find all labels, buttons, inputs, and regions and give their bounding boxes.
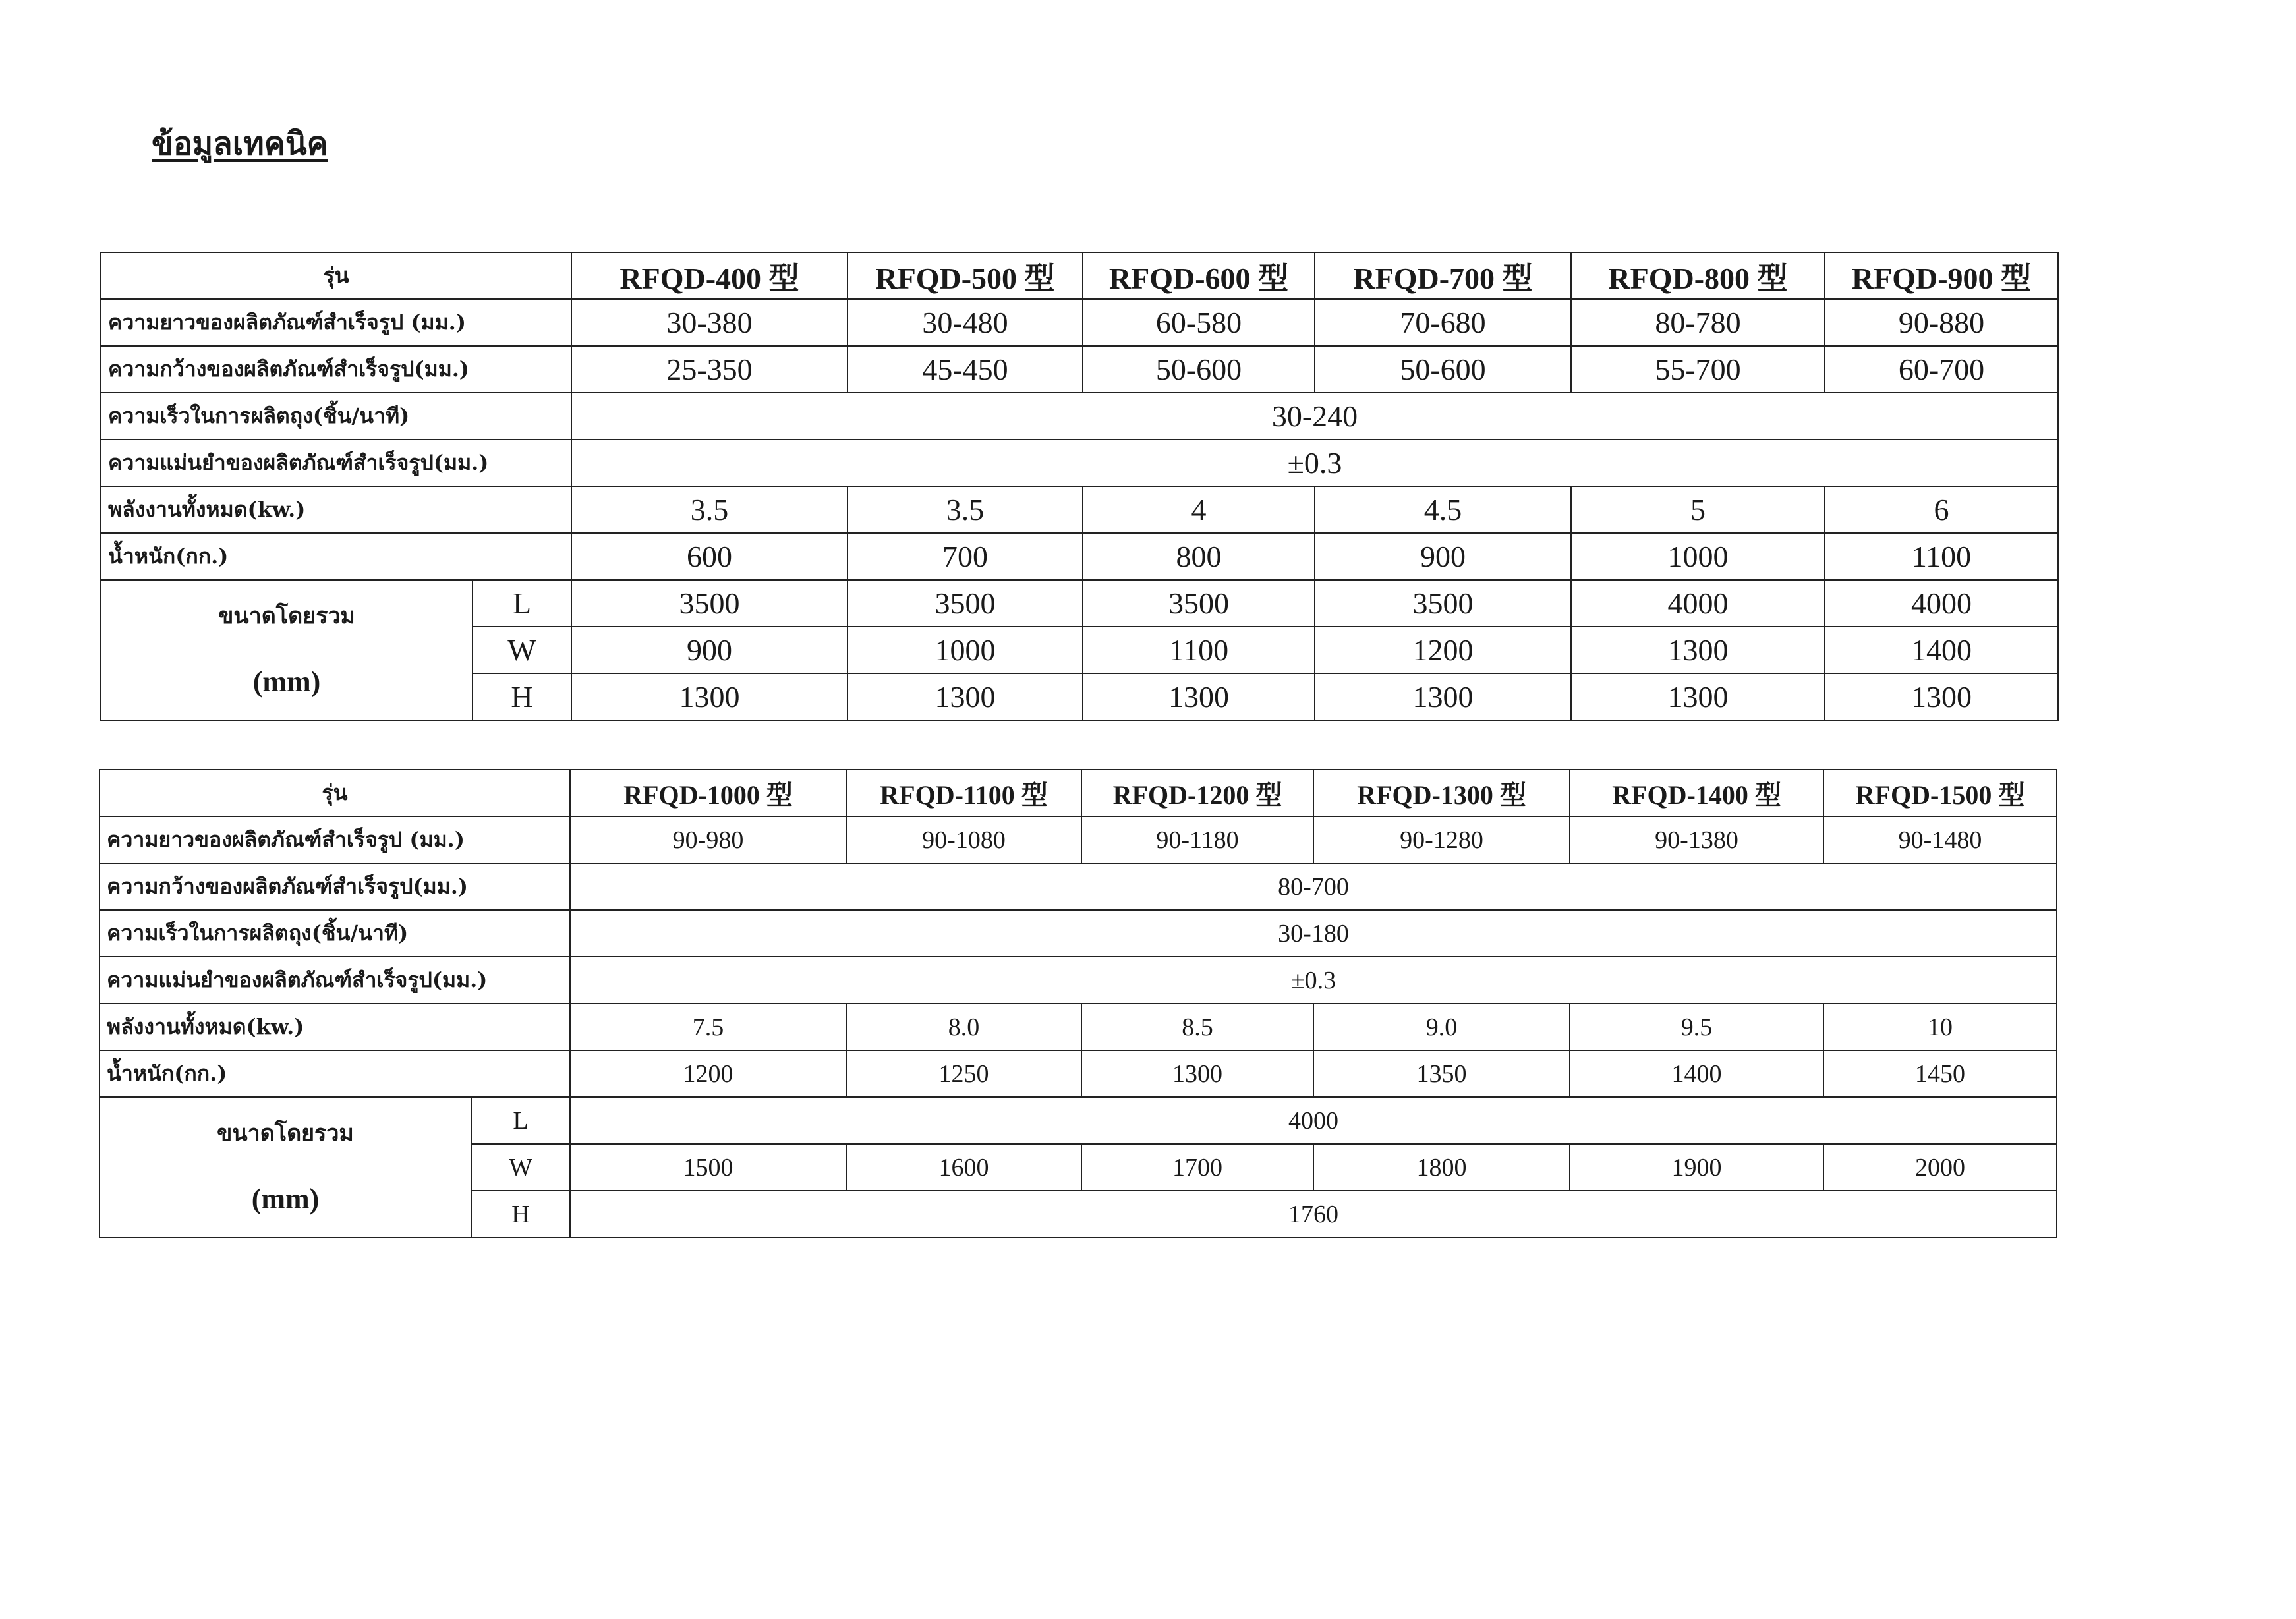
cell-value: 1200	[570, 1050, 846, 1097]
dim-axis-label: W	[471, 1144, 570, 1191]
cell-value: 1900	[1570, 1144, 1823, 1191]
dim-axis-label: L	[471, 1097, 570, 1144]
cell-value: 3500	[1083, 580, 1315, 627]
cell-value: 1300	[1571, 673, 1825, 720]
cell-value: 45-450	[847, 346, 1083, 393]
spec-table-2	[99, 769, 2057, 1238]
table-row	[100, 816, 2057, 863]
cell-value: 2000	[1823, 1144, 2057, 1191]
cell-value: 90-1480	[1823, 816, 2057, 863]
cell-value: ±0.3	[570, 957, 2057, 1004]
table-row	[101, 580, 2058, 627]
cell-value: 9.0	[1313, 1004, 1570, 1050]
cell-value: 1800	[1313, 1144, 1570, 1191]
cell-value: 4000	[570, 1097, 2057, 1144]
cell-value: 1300	[1083, 673, 1315, 720]
row-label-weight: น้ำหนัก(กก.)	[100, 1050, 570, 1097]
cell-value: 9.5	[1570, 1004, 1823, 1050]
cell-value: 1400	[1825, 627, 2058, 673]
cell-value: 25-350	[571, 346, 847, 393]
cell-value: 1350	[1313, 1050, 1570, 1097]
row-label-accuracy: ความแม่นยำของผลิตภัณฑ์สำเร็จรูป(มม.)	[101, 440, 571, 486]
table-row	[101, 346, 2058, 393]
cell-value: 10	[1823, 1004, 2057, 1050]
cell-value: 4000	[1571, 580, 1825, 627]
dims-unit: (mm)	[252, 666, 321, 698]
cell-value: 3500	[571, 580, 847, 627]
cell-value: 1600	[846, 1144, 1081, 1191]
model-name: RFQD-1200 型	[1081, 770, 1313, 816]
cell-value: 3500	[847, 580, 1083, 627]
model-name: RFQD-400 型	[571, 252, 847, 299]
model-name: RFQD-900 型	[1825, 252, 2058, 299]
table-row	[100, 770, 2057, 816]
model-name: RFQD-1100 型	[846, 770, 1081, 816]
cell-value: 90-980	[570, 816, 846, 863]
cell-value: 1450	[1823, 1050, 2057, 1097]
table-row	[100, 863, 2057, 910]
cell-value: 1100	[1825, 533, 2058, 580]
cell-value: 1700	[1081, 1144, 1313, 1191]
cell-value: 3500	[1315, 580, 1571, 627]
cell-value: 90-1180	[1081, 816, 1313, 863]
cell-value: 600	[571, 533, 847, 580]
cell-value: 30-240	[571, 393, 2058, 440]
cell-value: 60-700	[1825, 346, 2058, 393]
cell-value: 7.5	[570, 1004, 846, 1050]
dims-label-cell	[101, 580, 473, 720]
dims-unit: (mm)	[251, 1183, 320, 1215]
cell-value: 90-1280	[1313, 816, 1570, 863]
table-row	[100, 1004, 2057, 1050]
dim-axis-label: L	[473, 580, 571, 627]
row-label-speed: ความเร็วในการผลิตถุง(ชิ้น/นาที)	[101, 393, 571, 440]
cell-value: 80-780	[1571, 299, 1825, 346]
table-row	[100, 1097, 2057, 1144]
table-row	[100, 957, 2057, 1004]
model-header-label: รุ่น	[101, 252, 571, 299]
cell-value: 1200	[1315, 627, 1571, 673]
cell-value: 3.5	[571, 486, 847, 533]
table-row	[101, 533, 2058, 580]
cell-value: 1300	[847, 673, 1083, 720]
cell-value: 900	[1315, 533, 1571, 580]
dims-label: ขนาดโดยรวม	[217, 1120, 354, 1147]
spec-table-1	[100, 252, 2059, 721]
cell-value: 1100	[1083, 627, 1315, 673]
cell-value: 6	[1825, 486, 2058, 533]
row-label-power: พลังงานทั้งหมด(kw.)	[100, 1004, 570, 1050]
cell-value: 60-580	[1083, 299, 1315, 346]
cell-value: 80-700	[570, 863, 2057, 910]
row-label-power: พลังงานทั้งหมด(kw.)	[101, 486, 571, 533]
table-row	[101, 393, 2058, 440]
row-label-speed: ความเร็วในการผลิตถุง(ชิ้น/นาที)	[100, 910, 570, 957]
model-name: RFQD-800 型	[1571, 252, 1825, 299]
cell-value: 1000	[847, 627, 1083, 673]
cell-value: 1250	[846, 1050, 1081, 1097]
cell-value: 900	[571, 627, 847, 673]
dim-axis-label: W	[473, 627, 571, 673]
cell-value: 4000	[1825, 580, 2058, 627]
dims-label: ขนาดโดยรวม	[218, 603, 355, 629]
dims-label-cell	[100, 1097, 471, 1237]
cell-value: 5	[1571, 486, 1825, 533]
model-name: RFQD-600 型	[1083, 252, 1315, 299]
cell-value: 3.5	[847, 486, 1083, 533]
cell-value: 90-1380	[1570, 816, 1823, 863]
table-row	[100, 910, 2057, 957]
row-label-weight: น้ำหนัก(กก.)	[101, 533, 571, 580]
cell-value: ±0.3	[571, 440, 2058, 486]
cell-value: 8.5	[1081, 1004, 1313, 1050]
cell-value: 1400	[1570, 1050, 1823, 1097]
cell-value: 70-680	[1315, 299, 1571, 346]
model-name: RFQD-1000 型	[570, 770, 846, 816]
cell-value: 800	[1083, 533, 1315, 580]
row-label-length: ความยาวของผลิตภัณฑ์สำเร็จรูป (มม.)	[101, 299, 571, 346]
model-name: RFQD-1400 型	[1570, 770, 1823, 816]
model-header-label: รุ่น	[100, 770, 570, 816]
cell-value: 90-880	[1825, 299, 2058, 346]
cell-value: 1300	[1315, 673, 1571, 720]
page-title: ข้อมูลเทคนิค	[152, 125, 328, 162]
row-label-width: ความกว้างของผลิตภัณฑ์สำเร็จรูป(มม.)	[101, 346, 571, 393]
model-name: RFQD-700 型	[1315, 252, 1571, 299]
cell-value: 1000	[1571, 533, 1825, 580]
cell-value: 1300	[571, 673, 847, 720]
cell-value: 50-600	[1083, 346, 1315, 393]
table-row	[100, 1050, 2057, 1097]
table-row	[101, 486, 2058, 533]
cell-value: 4	[1083, 486, 1315, 533]
cell-value: 1300	[1081, 1050, 1313, 1097]
model-name: RFQD-500 型	[847, 252, 1083, 299]
table-row	[101, 299, 2058, 346]
cell-value: 30-380	[571, 299, 847, 346]
dim-axis-label: H	[473, 673, 571, 720]
table-row	[101, 252, 2058, 299]
cell-value: 30-480	[847, 299, 1083, 346]
cell-value: 8.0	[846, 1004, 1081, 1050]
cell-value: 700	[847, 533, 1083, 580]
model-name: RFQD-1300 型	[1313, 770, 1570, 816]
row-label-accuracy: ความแม่นยำของผลิตภัณฑ์สำเร็จรูป(มม.)	[100, 957, 570, 1004]
cell-value: 50-600	[1315, 346, 1571, 393]
model-name: RFQD-1500 型	[1823, 770, 2057, 816]
dim-axis-label: H	[471, 1191, 570, 1237]
row-label-width: ความกว้างของผลิตภัณฑ์สำเร็จรูป(มม.)	[100, 863, 570, 910]
cell-value: 90-1080	[846, 816, 1081, 863]
cell-value: 4.5	[1315, 486, 1571, 533]
cell-value: 1300	[1571, 627, 1825, 673]
cell-value: 55-700	[1571, 346, 1825, 393]
cell-value: 1300	[1825, 673, 2058, 720]
cell-value: 1760	[570, 1191, 2057, 1237]
cell-value: 1500	[570, 1144, 846, 1191]
table-row	[101, 440, 2058, 486]
cell-value: 30-180	[570, 910, 2057, 957]
row-label-length: ความยาวของผลิตภัณฑ์สำเร็จรูป (มม.)	[100, 816, 570, 863]
